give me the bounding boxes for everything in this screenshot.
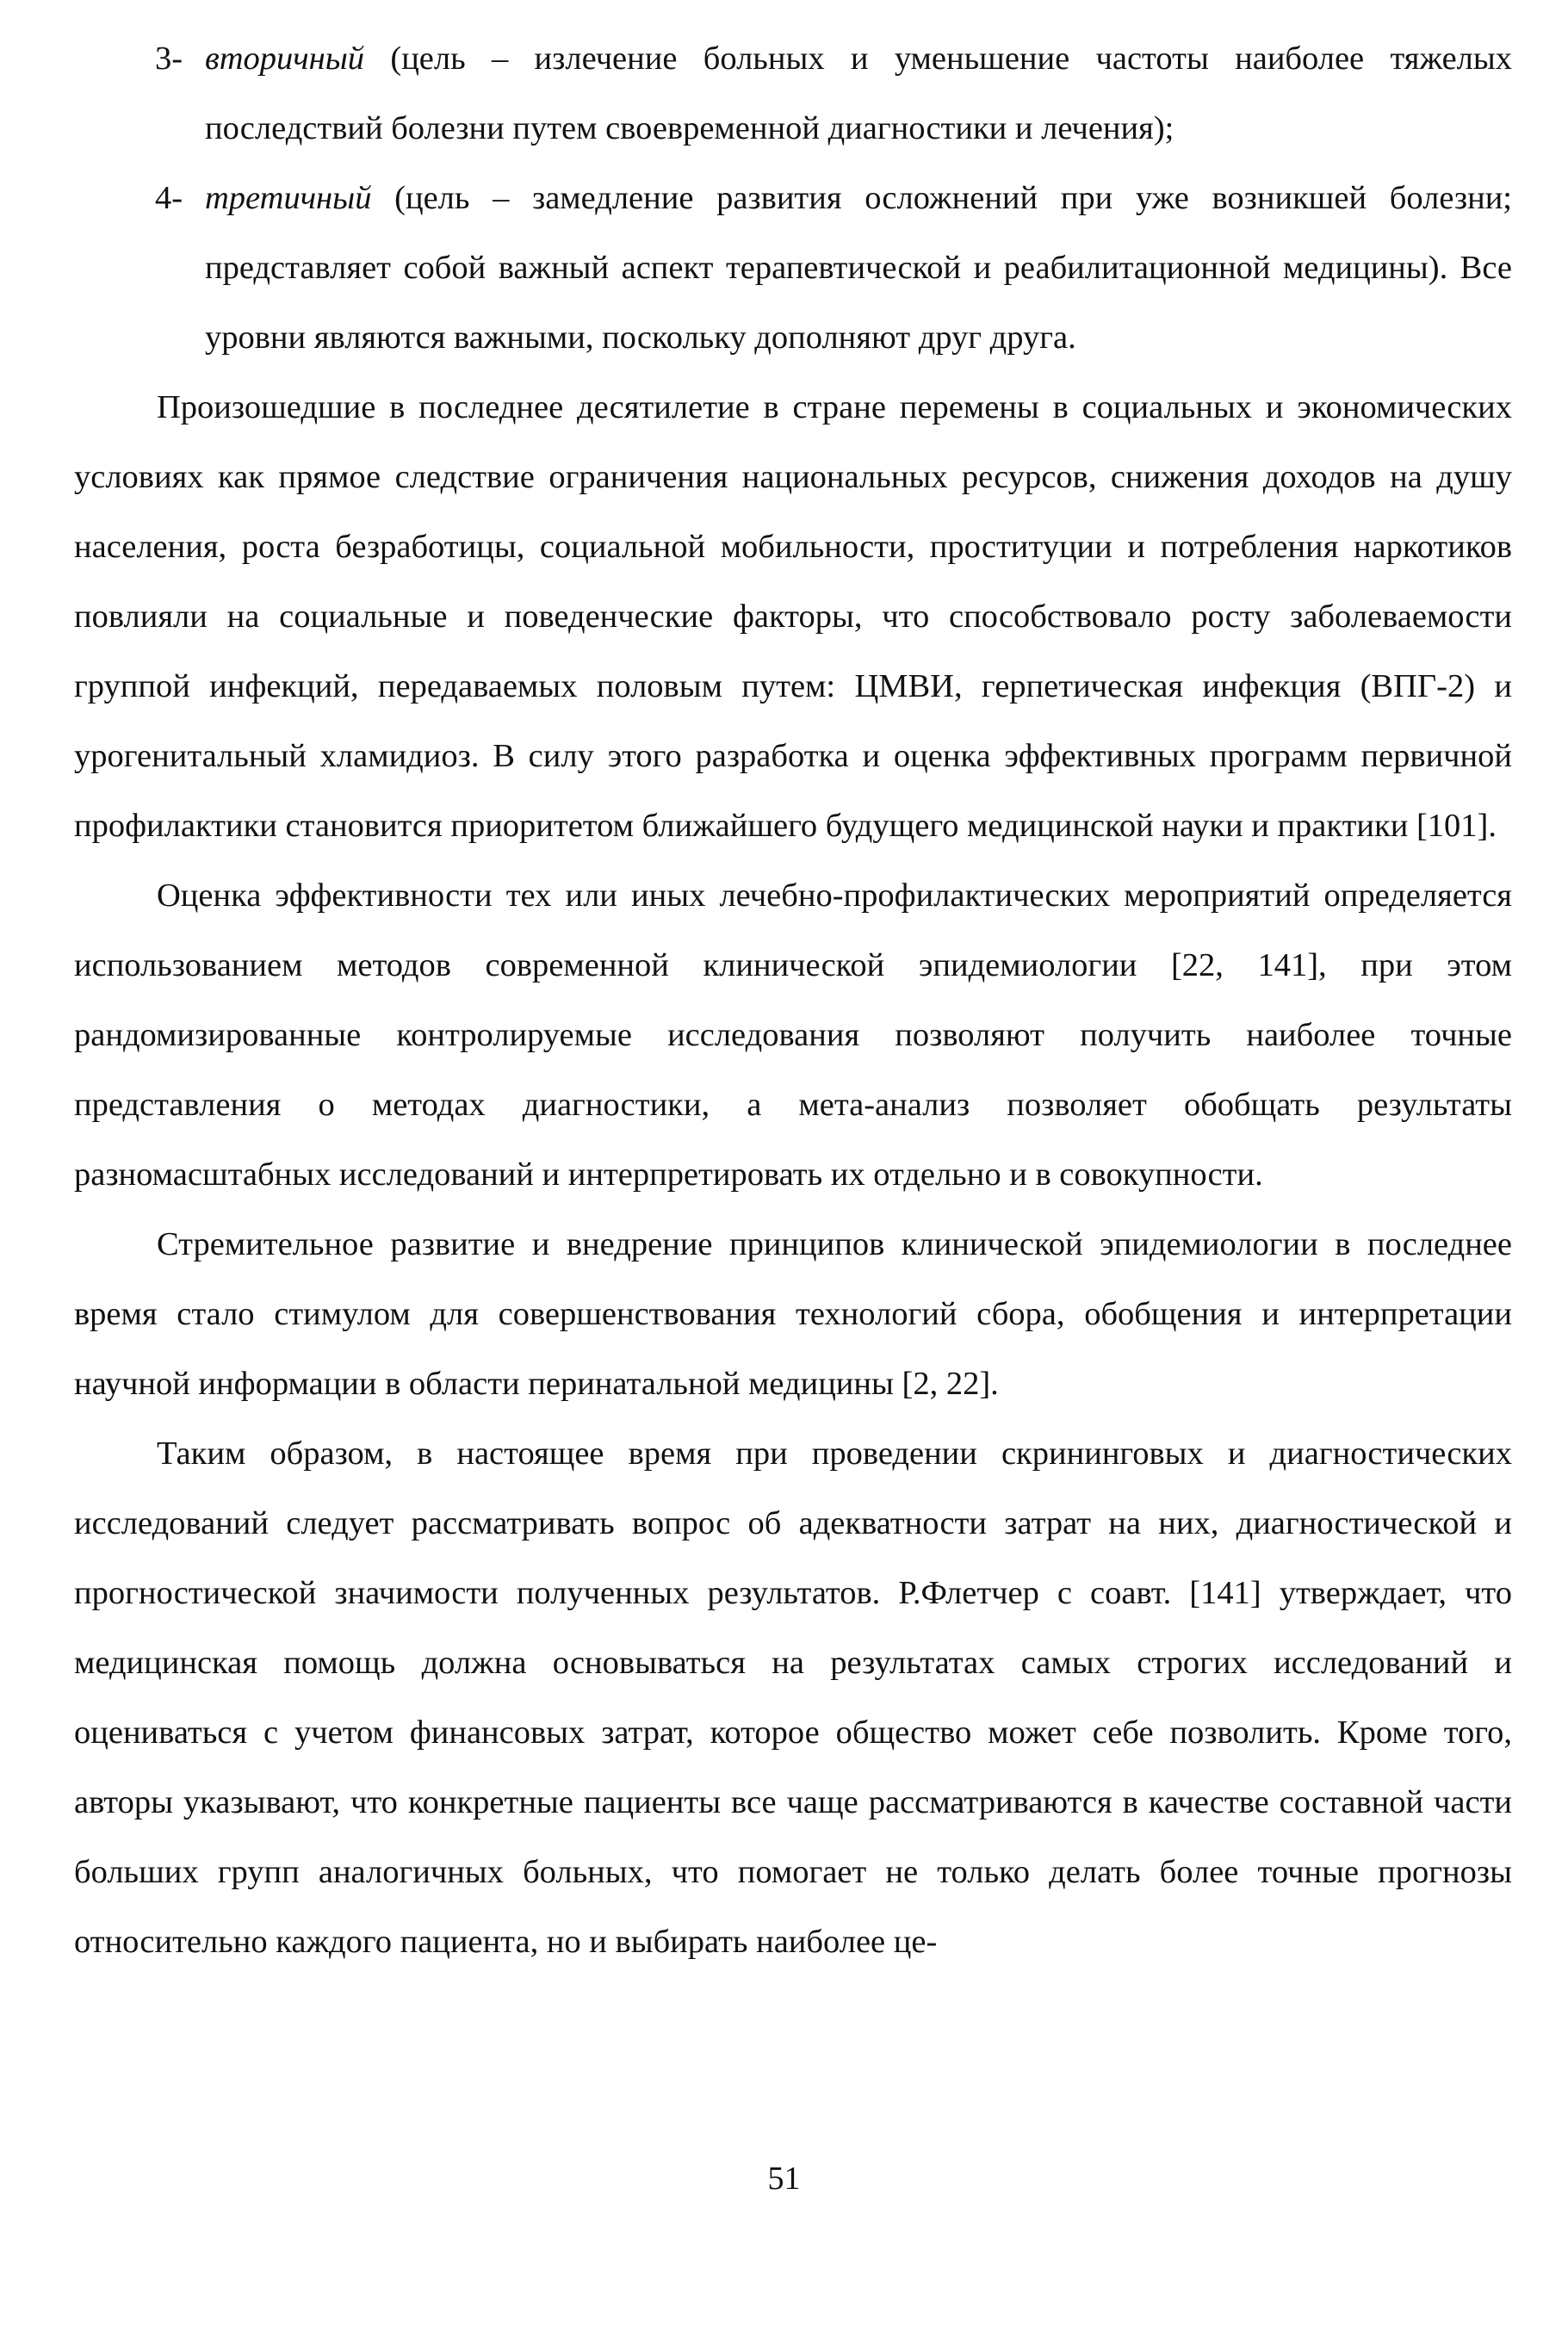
body-text xyxy=(74,24,1512,1977)
list-text: (цель – замедление развития осложнений при уже возникшей болезни; представляет собой важный аспект терапевтической и реабилитационной медицины). Все уровни являются важными, поскольку дополняют друг друга. xyxy=(205,180,1512,356)
list-number: 3- xyxy=(155,40,183,77)
list-text: (цель – излечение больных и уменьшение частоты наиболее тяжелых последствий болезни путем своевременной диагностики и лечения); xyxy=(205,40,1512,146)
list-item-tertiary xyxy=(74,164,1512,373)
paragraph: Таким образом, в настоящее время при проведении скрининговых и диагностических исследований следует рассматривать вопрос об адекватности затрат на них, диагностической и прогностической значимости полученных результатов. Р.Флетчер с соавт. [141] утверждает, что медицинская помощь должна основываться на результатах самых строгих исследований и оцениваться с учетом финансовых затрат, которое общество может себе позволить. Кроме того, авторы указывают, что конкретные пациенты все чаще рассматриваются в качестве составной части больших групп аналогичных больных, что помогает не только делать более точные прогнозы относительно каждого пациента, но и выбирать наиболее це- xyxy=(74,1435,1512,1960)
paragraph: Стремительное развитие и внедрение принципов клинической эпидемиологии в последнее время стало стимулом для совершенствования технологий сбора, обобщения и интерпретации научной информации в области перинатальной медицины [2, 22]. xyxy=(74,1226,1512,1402)
list-term: третичный xyxy=(205,180,372,216)
page-number: 51 xyxy=(767,2161,801,2197)
list-term: вторичный xyxy=(205,40,365,77)
paragraph: Оценка эффективности тех или иных лечебно-профилактических мероприятий определяется использованием методов современной клинической эпидемиологии [22, 141], при этом рандомизированные контролируемые исследования позволяют получить наиболее точные представления о методах диагностики, а мета-анализ позволяет обобщать результаты разномасштабных исследований и интерпретировать их отдельно и в совокупности. xyxy=(74,877,1512,1193)
list-number: 4- xyxy=(155,180,183,216)
paragraph: Произошедшие в последнее десятилетие в стране перемены в социальных и экономических условиях как прямое следствие ограничения национальных ресурсов, снижения доходов на душу населения, роста безработицы, социальной мобильности, проституции и потребления наркотиков повлияли на социальные и поведенческие факторы, что способствовало росту заболеваемости группой инфекций, передаваемых половым путем: ЦМВИ, герпетическая инфекция (ВПГ-2) и урогенитальный хламидиоз. В силу этого разработка и оценка эффективных программ первичной профилактики становится приоритетом ближайшего будущего медицинской науки и практики [101]. xyxy=(74,389,1512,844)
list-item-secondary xyxy=(74,24,1512,164)
